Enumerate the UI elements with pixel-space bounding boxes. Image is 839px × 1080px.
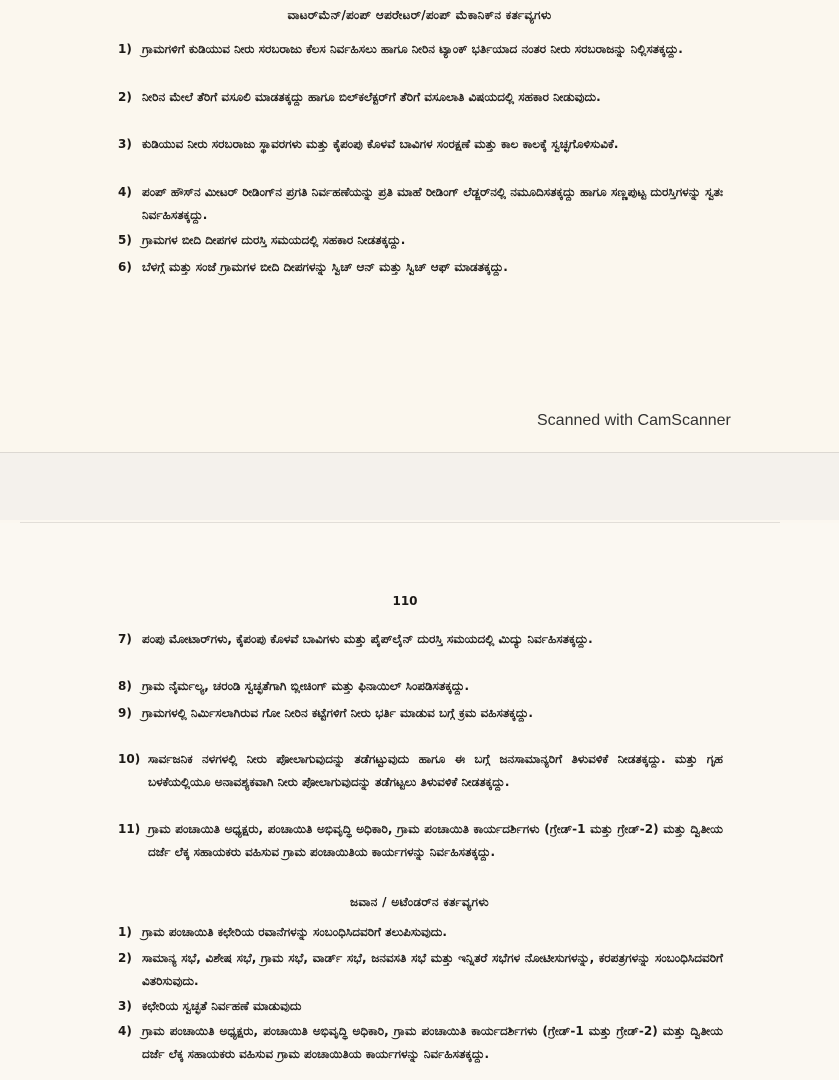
item-text: ಕಛೇರಿಯ ಸ್ವಚ್ಛತೆ ನಿರ್ವಹಣೆ ಮಾಡುವುದು (142, 999, 302, 1013)
list-item (118, 675, 723, 698)
item-text: ಕುಡಿಯುವ ನೀರು ಸರಬರಾಜು ಸ್ಥಾವರಗಳು ಮತ್ತು ಕೈಪಂಪು ಕೊಳವೆ ಬಾವಿಗಳ ಸಂರಕ್ಷಣೆ ಮತ್ತು ಕಾಲ ಕಾಲಕ್ಕೆ ಸ್ವಚ್ಛಗೊಳಿಸುವಿಕೆ. (142, 137, 619, 151)
list-item (118, 702, 723, 725)
item-text: ಪಂಪ್ ಹೌಸ್‌ನ ಮೀಟರ್ ರೀಡಿಂಗ್‌ನ ಪ್ರಗತಿ ನಿರ್ವಹಣೆಯನ್ನು ಪ್ರತಿ ಮಾಹೆ ರೀಡಿಂಗ್ ಲೆಡ್ಜರ್‌ನಲ್ಲಿ ನಮೂದಿಸತಕ್ಕದ್ದು ಹಾಗೂ ಸಣ್ಣಪುಟ್ಟ ದುರಸ್ತಿಗಳನ್ನು ಸ್ವತಃ ನಿರ್ವಹಿಸತಕ್ಕದ್ದು. (142, 185, 723, 222)
item-number: 3) (118, 999, 132, 1013)
page-number: 110 (392, 594, 418, 608)
item-text: ಸಾಮಾನ್ಯ ಸಭೆ, ವಿಶೇಷ ಸಭೆ, ಗ್ರಾಮ ಸಭೆ, ವಾರ್ಡ್ ಸಭೆ, ಜನವಸತಿ ಸಭೆ ಮತ್ತು ಇನ್ನಿತರೆ ಸಭೆಗಳ ನೋಟೀಸುಗಳನ್ನು, ಕರಪತ್ರಗಳನ್ನು ಸಂಬಂಧಿಸಿದವರಿಗೆ ವಿತರಿಸುವುದು. (142, 951, 723, 988)
list-item (118, 628, 723, 651)
item-text: ನೀರಿನ ಮೇಲೆ ತೆರಿಗೆ ವಸೂಲಿ ಮಾಡತಕ್ಕದ್ದು ಹಾಗೂ ಬಿಲ್‌ಕಲೆಕ್ಟರ್‌ಗೆ ತೆರಿಗೆ ವಸೂಲಾತಿ ವಿಷಯದಲ್ಲಿ ಸಹಕಾರ ನೀಡುವುದು. (142, 90, 601, 104)
list-item (118, 38, 723, 61)
item-number: 1) (118, 925, 132, 939)
item-number: 1) (118, 42, 132, 56)
item-text: ಗ್ರಾಮಗಳಿಗೆ ಕುಡಿಯುವ ನೀರು ಸರಬರಾಜು ಕೆಲಸ ನಿರ್ವಹಿಸಲು ಹಾಗೂ ನೀರಿನ ಟ್ಯಾಂಕ್ ಭರ್ತಿಯಾದ ನಂತರ ನೀರು ಸರಬರಾಜನ್ನು ನಿಲ್ಲಿಸತಕ್ಕದ್ದು. (142, 42, 683, 56)
list-item (118, 86, 723, 109)
list-item (118, 1020, 723, 1066)
item-text: ಗ್ರಾಮ ಪಂಚಾಯಿತಿ ಅಧ್ಯಕ್ಷರು, ಪಂಚಾಯಿತಿ ಅಭಿವೃದ್ಧಿ ಅಧಿಕಾರಿ, ಗ್ರಾಮ ಪಂಚಾಯಿತಿ ಕಾರ್ಯದರ್ಶಿಗಳು (ಗ್ರೇಡ್-1 ಮತ್ತು ಗ್ರೇಡ್-2) ಮತ್ತು ದ್ವಿತೀಯ ದರ್ಜೆ ಲೆಕ್ಕ ಸಹಾಯಕರು ವಹಿಸುವ ಗ್ರಾಮ ಪಂಚಾಯಿತಿಯ ಕಾರ್ಯಗಳನ್ನು ನಿರ್ವಹಿಸತಕ್ಕದ್ದು. (148, 822, 723, 859)
section-heading: ವಾಟರ್‌ಮೆನ್/ಪಂಪ್ ಆಪರೇಟರ್/ಪಂಪ್ ಮೆಕಾನಿಕ್‌ನ ಕರ್ತವ್ಯಗಳು (287, 8, 552, 22)
item-text: ಗ್ರಾಮಗಳಲ್ಲಿ ನಿರ್ಮಿಸಲಾಗಿರುವ ಗೋ ನೀರಿನ ಕಟ್ಟೆಗಳಿಗೆ ನೀರು ಭರ್ತಿ ಮಾಡುವ ಬಗ್ಗೆ ಕ್ರಮ ವಹಿಸತಕ್ಕದ್ದು. (142, 706, 533, 720)
list-item (118, 921, 723, 944)
item-number: 3) (118, 137, 132, 151)
item-text: ಗ್ರಾಮ ಪಂಚಾಯಿತಿ ಅಧ್ಯಕ್ಷರು, ಪಂಚಾಯಿತಿ ಅಭಿವೃದ್ಧಿ ಅಧಿಕಾರಿ, ಗ್ರಾಮ ಪಂಚಾಯಿತಿ ಕಾರ್ಯದರ್ಶಿಗಳು (ಗ್ರೇಡ್-1 ಮತ್ತು ಗ್ರೇಡ್-2) ಮತ್ತು ದ್ವಿತೀಯ ದರ್ಜೆ ಲೆಕ್ಕ ಸಹಾಯಕರು ವಹಿಸುವ ಗ್ರಾಮ ಪಂಚಾಯಿತಿಯ ಕಾರ್ಯಗಳನ್ನು ನಿರ್ವಹಿಸತಕ್ಕದ್ದು. (142, 1024, 723, 1061)
item-number: 8) (118, 679, 132, 693)
item-text: ಗ್ರಾಮ ಪಂಚಾಯಿತಿ ಕಛೇರಿಯ ರವಾನೆಗಳನ್ನು ಸಂಬಂಧಿಸಿದವರಿಗೆ ತಲುಪಿಸುವುದು. (142, 925, 447, 939)
item-number: 2) (118, 951, 132, 965)
item-number: 9) (118, 706, 132, 720)
item-number: 11) (118, 822, 141, 836)
item-number: 6) (118, 260, 132, 274)
camscanner-watermark: Scanned with CamScanner (537, 412, 731, 429)
list-item (118, 748, 723, 794)
item-number: 4) (118, 1024, 132, 1038)
item-text: ಗ್ರಾಮ ನೈರ್ಮಲ್ಯ, ಚರಂಡಿ ಸ್ವಚ್ಛತೆಗಾಗಿ ಬ್ಲೀಚಿಂಗ್ ಮತ್ತು ಫಿನಾಯಿಲ್ ಸಿಂಪಡಿಸತಕ್ಕದ್ದು. (142, 679, 470, 693)
page-gap (0, 452, 839, 520)
page-divider (0, 452, 839, 453)
item-number: 5) (118, 233, 132, 247)
item-text: ಪಂಪು ಮೋಟಾರ್‌ಗಳು, ಕೈಪಂಪು ಕೊಳವೆ ಬಾವಿಗಳು ಮತ್ತು ಪೈಪ್‌ಲೈನ್ ದುರಸ್ತಿ ಸಮಯದಲ್ಲಿ ಮಿದ್ಯು ನಿರ್ವಹಿಸತಕ್ಕದ್ದು. (142, 632, 593, 646)
list-item (118, 256, 723, 279)
list-item (118, 133, 723, 156)
item-text: ಬೆಳಗ್ಗೆ ಮತ್ತು ಸಂಜೆ ಗ್ರಾಮಗಳ ಬೀದಿ ದೀಪಗಳನ್ನು ಸ್ವಿಚ್ ಆನ್ ಮತ್ತು ಸ್ವಿಚ್ ಆಫ್ ಮಾಡತಕ್ಕದ್ದು. (142, 260, 508, 274)
section-heading: ಜವಾನ / ಅಟೆಂಡರ್‌ನ ಕರ್ತವ್ಯಗಳು (350, 895, 489, 909)
list-item (118, 229, 723, 252)
item-number: 7) (118, 632, 132, 646)
list-item (118, 947, 723, 993)
list-item (118, 818, 723, 864)
item-number: 10) (118, 752, 141, 766)
item-text: ಸಾರ್ವಜನಿಕ ನಳಗಳಲ್ಲಿ ನೀರು ಪೋಲಾಗುವುದನ್ನು ತಡೆಗಟ್ಟುವುದು ಹಾಗೂ ಈ ಬಗ್ಗೆ ಜನಸಾಮಾನ್ಯರಿಗೆ ತಿಳುವಳಿಕೆ ನೀಡತಕ್ಕದ್ದು. ಮತ್ತು ಗೃಹ ಬಳಕೆಯಲ್ಲಿಯೂ ಅನಾವಶ್ಯಕವಾಗಿ ನೀರು ಪೋಲಾಗುವುದನ್ನು ತಡೆಗಟ್ಟಲು ತಿಳುವಳಿಕೆ ನೀಡತಕ್ಕದ್ದು. (148, 752, 723, 789)
list-item (118, 181, 723, 227)
item-number: 4) (118, 185, 132, 199)
list-item (118, 995, 723, 1018)
item-text: ಗ್ರಾಮಗಳ ಬೀದಿ ದೀಪಗಳ ದುರಸ್ತಿ ಸಮಯದಲ್ಲಿ ಸಹಕಾರ ನೀಡತಕ್ಕದ್ದು. (142, 233, 406, 247)
item-number: 2) (118, 90, 132, 104)
